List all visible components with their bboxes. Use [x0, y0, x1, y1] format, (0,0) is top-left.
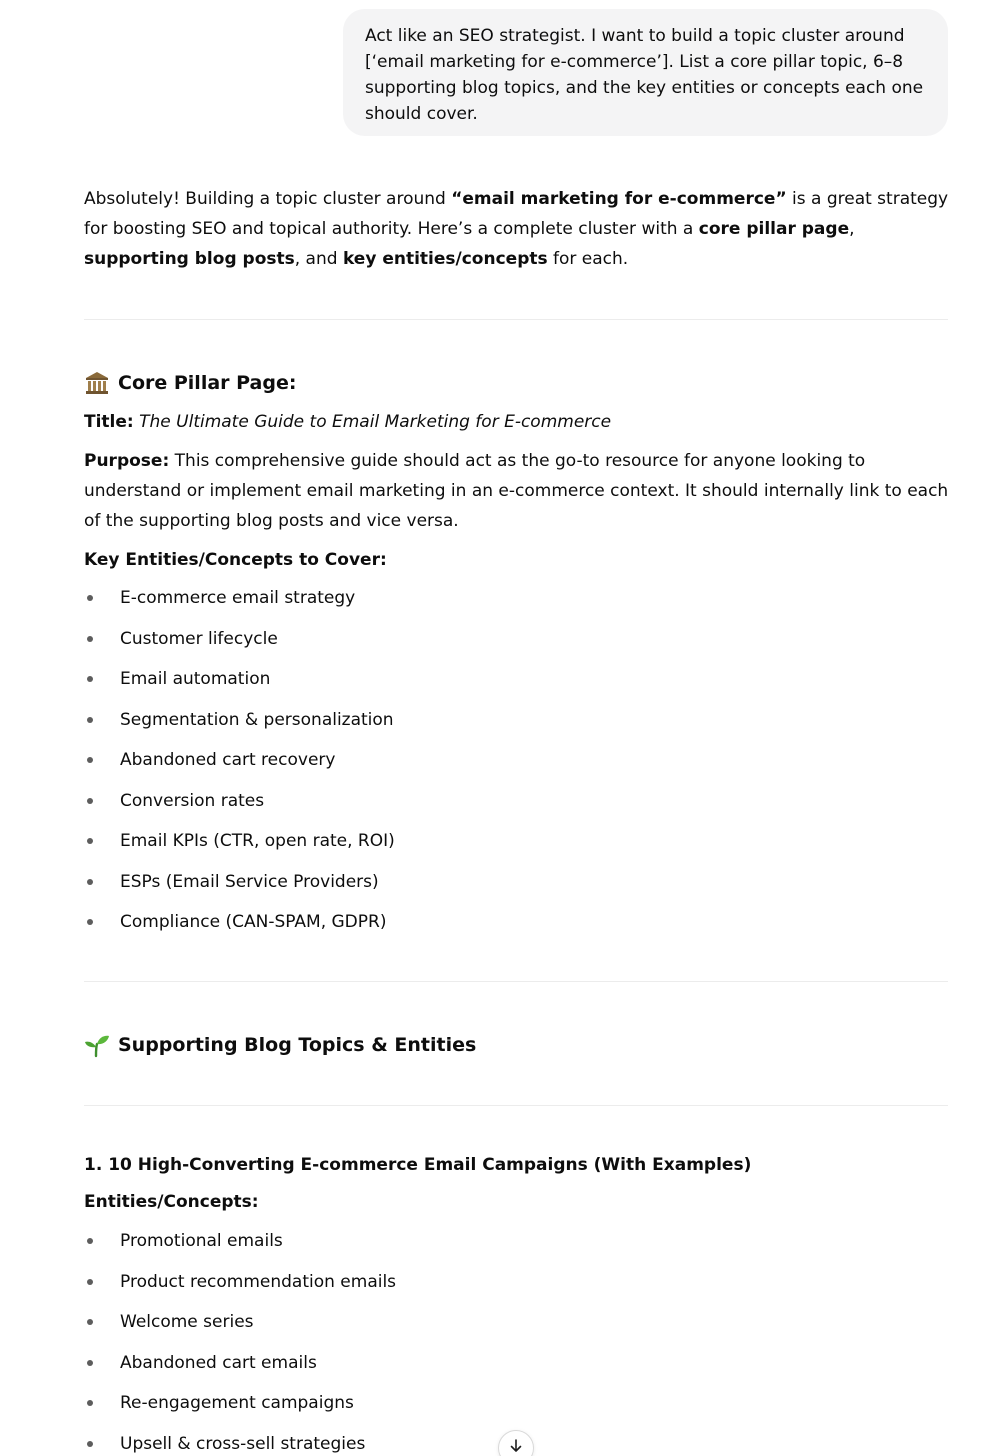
- user-message-text: Act like an SEO strategist. I want to build a topic cluster around [‘email marketing for e-commerce’]. List a core pillar topic, 6–8 supporting blog topics, and the key entities or concepts each one should cover.: [365, 26, 924, 124]
- list-item: Conversion rates: [84, 788, 950, 814]
- pillar-title-label: Title:: [84, 412, 134, 432]
- pillar-entities-label: [84, 545, 950, 575]
- pillar-entities-label-text: Key Entities/Concepts to Cover:: [84, 550, 387, 570]
- list-item: ESPs (Email Service Providers): [84, 869, 950, 895]
- list-item: Product recommendation emails: [84, 1269, 950, 1295]
- supporting-heading-text: Supporting Blog Topics & Entities: [118, 1034, 477, 1056]
- divider: [84, 981, 948, 982]
- intro-text-1: Absolutely! Building a topic cluster around: [84, 189, 452, 209]
- reply-intro: [84, 184, 950, 274]
- list-item: Upsell & cross-sell strategies: [84, 1431, 950, 1456]
- list-item: Compliance (CAN-SPAM, GDPR): [84, 909, 950, 935]
- intro-bold-4: key entities/concepts: [342, 249, 548, 269]
- intro-text-5: for each.: [547, 249, 629, 269]
- list-item: Customer lifecycle: [84, 626, 950, 652]
- seedling-icon: [84, 1032, 110, 1058]
- pillar-title: [84, 407, 950, 437]
- pillar-heading: [84, 368, 950, 398]
- classical-building-icon: [84, 370, 110, 396]
- pillar-entities-list: [84, 585, 950, 935]
- intro-bold-3: supporting blog posts: [84, 249, 295, 269]
- topic-1-entities-label: Entities/Concepts:: [84, 1192, 259, 1212]
- list-item: Re-engagement campaigns: [84, 1390, 950, 1416]
- user-message-bubble: [343, 9, 948, 136]
- pillar-purpose-label: Purpose:: [84, 451, 170, 471]
- intro-bold-1: “email marketing for e-commerce”: [451, 189, 787, 209]
- list-item: Welcome series: [84, 1309, 950, 1335]
- intro-text-2: is a great strategy for boosting SEO and topical authority. Here’s a complete cluster with a: [84, 189, 949, 239]
- pillar-heading-text: Core Pillar Page:: [118, 372, 297, 394]
- list-item: Promotional emails: [84, 1228, 950, 1254]
- list-item: Abandoned cart recovery: [84, 747, 950, 773]
- divider: [84, 1105, 948, 1106]
- list-item: Email automation: [84, 666, 950, 692]
- pillar-purpose: [84, 446, 950, 536]
- divider: [84, 319, 948, 320]
- list-item: E-commerce email strategy: [84, 585, 950, 611]
- list-item: Email KPIs (CTR, open rate, ROI): [84, 828, 950, 854]
- topic-1-heading: 1. 10 High-Converting E-commerce Email Campaigns (With Examples): [84, 1155, 752, 1175]
- supporting-heading: [84, 1030, 950, 1060]
- list-item: Abandoned cart emails: [84, 1350, 950, 1376]
- intro-text-3: ,: [849, 219, 855, 239]
- assistant-reply: [84, 184, 950, 1456]
- pillar-purpose-value: This comprehensive guide should act as the go-to resource for anyone looking to understand or implement email marketing in an e-commerce context. It should internally link to each of the supporting blog posts and vice versa.: [84, 451, 949, 531]
- arrow-down-icon: [508, 1438, 524, 1456]
- list-item: Segmentation & personalization: [84, 707, 950, 733]
- intro-text-4: , and: [294, 249, 343, 269]
- topic-1-entities-list: [84, 1228, 950, 1456]
- intro-bold-2: core pillar page: [698, 219, 850, 239]
- pillar-title-value: The Ultimate Guide to Email Marketing for E-commerce: [139, 412, 612, 432]
